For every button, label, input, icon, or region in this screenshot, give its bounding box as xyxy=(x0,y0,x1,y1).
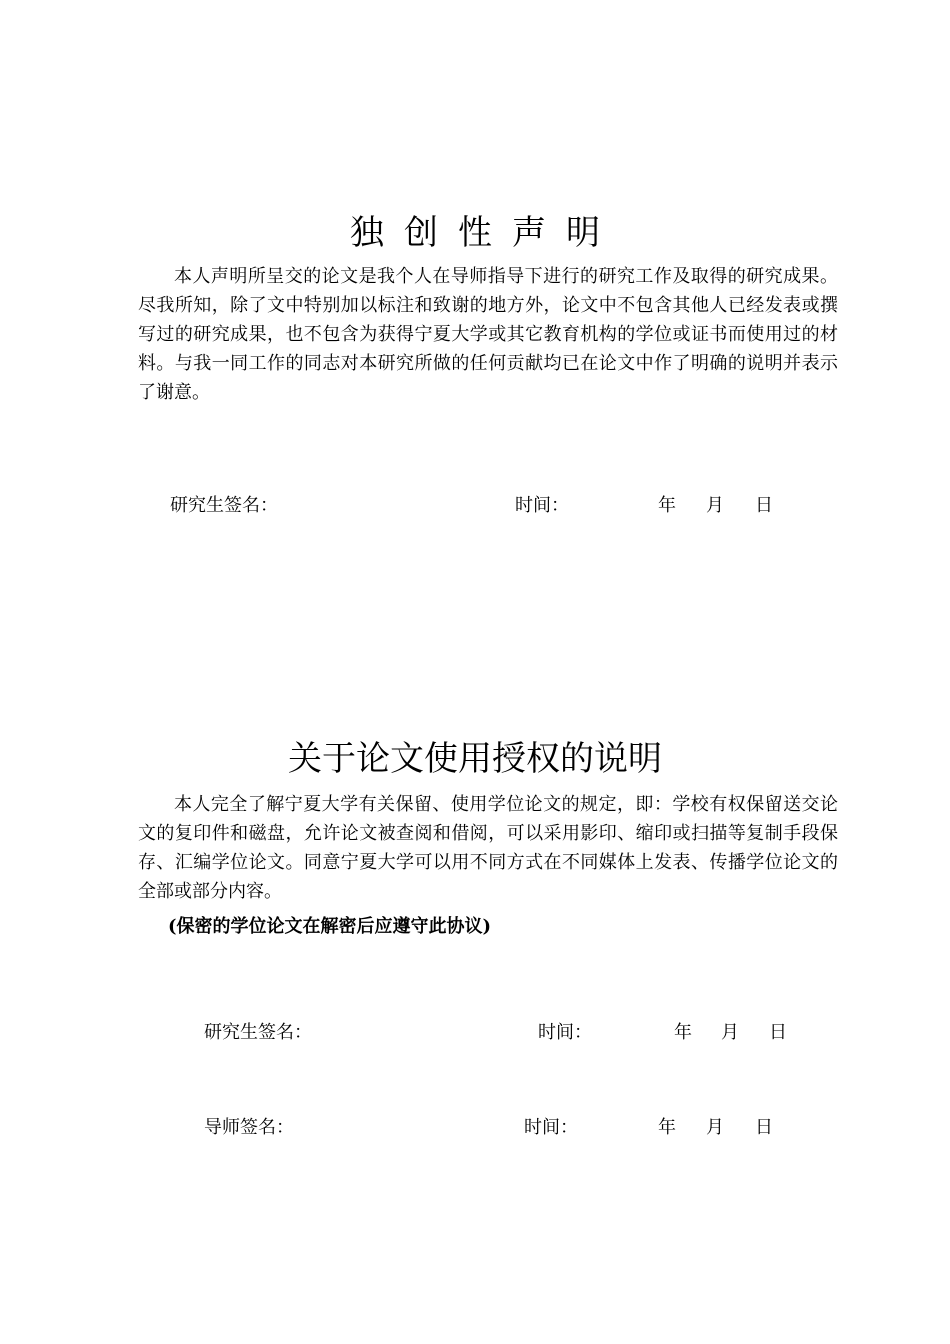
authorization-body: 本人完全了解宁夏大学有关保留、使用学位论文的规定，即：学校有权保留送交论文的复印件和磁盘，允许论文被查阅和借阅，可以采用影印、缩印或扫描等复制手段保存、汇编学位论文。同意宁夏大学可以用不同方式在不同媒体上发表、传播学位论文的全部或部分内容。 xyxy=(138,794,838,902)
year-label: 年 xyxy=(658,1117,676,1138)
year-label: 年 xyxy=(658,495,676,516)
year-label: 年 xyxy=(674,1022,692,1043)
declaration-body: 本人声明所呈交的论文是我个人在导师指导下进行的研究工作及取得的研究成果。尽我所知，除了文中特别加以标注和致谢的地方外，论文中不包含其他人已经发表或撰写过的研究成果，也不包含为获得宁夏大学或其它教育机构的学位或证书而使用过的材料。与我一同工作的同志对本研究所做的任何贡献均已在论文中作了明确的说明并表示了谢意。 xyxy=(138,266,838,403)
declaration-title: 独创性声明 xyxy=(350,213,620,253)
time-label: 时间： xyxy=(524,1117,578,1138)
month-label: 月 xyxy=(706,1117,724,1138)
authorization-title: 关于论文使用授权的说明 xyxy=(288,739,662,779)
student-signature-label: 研究生签名： xyxy=(170,495,278,516)
day-label: 日 xyxy=(769,1022,787,1043)
student-signature-label: 研究生签名： xyxy=(204,1022,312,1043)
time-label: 时间： xyxy=(538,1022,592,1043)
month-label: 月 xyxy=(706,495,724,516)
day-label: 日 xyxy=(755,1117,773,1138)
confidential-note: (保密的学位论文在解密后应遵守此协议) xyxy=(168,916,492,937)
month-label: 月 xyxy=(721,1022,739,1043)
day-label: 日 xyxy=(755,495,773,516)
advisor-signature-label: 导师签名： xyxy=(204,1117,294,1138)
time-label: 时间： xyxy=(515,495,569,516)
